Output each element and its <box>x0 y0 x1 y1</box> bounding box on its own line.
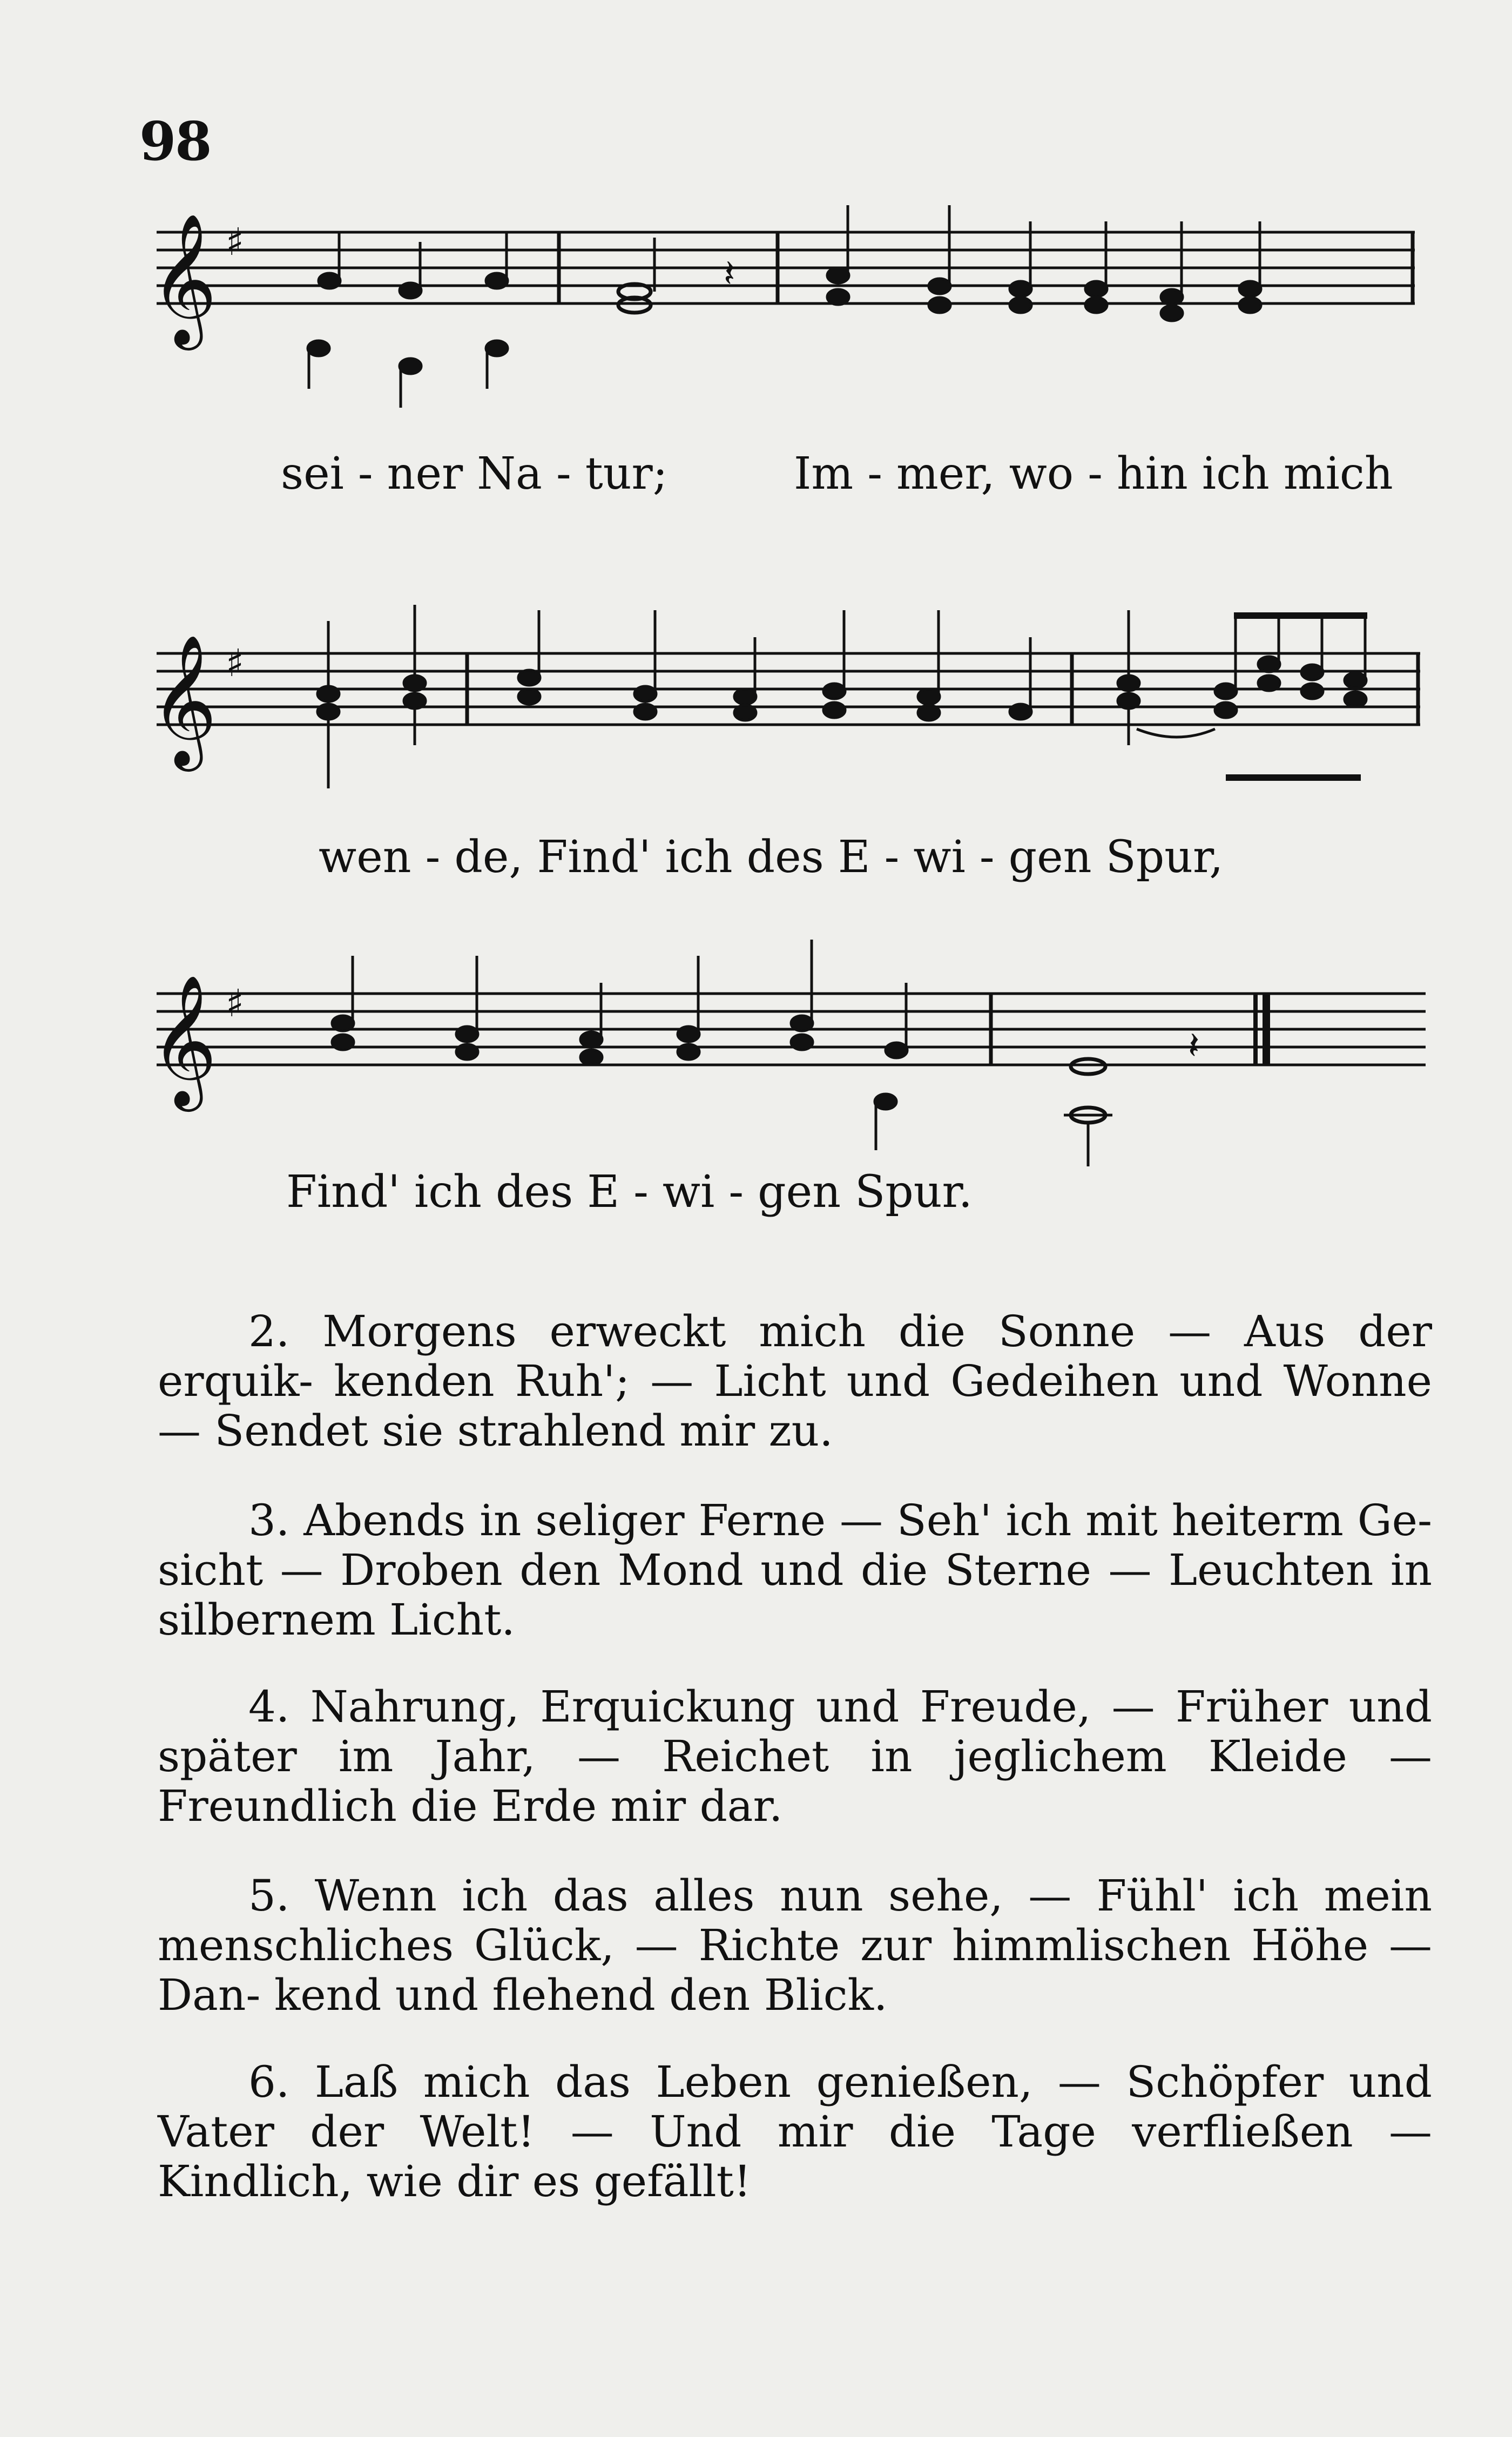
svg-text:𝄞: 𝄞 <box>150 212 218 345</box>
svg-text:𝄽: 𝄽 <box>1188 1023 1200 1068</box>
page-number: 98 <box>139 111 211 173</box>
music-system-3 <box>0 929 1512 1264</box>
svg-text:♯: ♯ <box>226 981 244 1025</box>
lyric-line-1b: Im - mer, wo - hin ich mich <box>794 448 1393 499</box>
svg-text:♯: ♯ <box>226 220 244 264</box>
svg-text:𝄞: 𝄞 <box>150 974 218 1106</box>
stanza-3: 3. Abends in seliger Ferne — Seh' ich mit heiterm Ge- sicht — Droben den Mond und die Sterne — Leuchten in silbernem Licht. <box>158 1495 1432 1645</box>
stanza-4: 4. Nahrung, Erquickung und Freude, — Früher und später im Jahr, — Reichet in jeglichem Kleide — Freundlich die Erde mir dar. <box>158 1682 1432 1831</box>
stanza-2: 2. Morgens erweckt mich die Sonne — Aus der erquik- kenden Ruh'; — Licht und Gedeihen und Wonne — Sendet sie strahlend mir zu. <box>158 1306 1432 1456</box>
music-system-1 <box>0 194 1512 529</box>
music-system-2 <box>0 583 1512 918</box>
stanza-6: 6. Laß mich das Leben genießen, — Schöpfer und Vater der Welt! — Und mir die Tage verfließen — Kindlich, wie dir es gefällt! <box>158 2057 1432 2206</box>
svg-text:𝄞: 𝄞 <box>150 633 218 766</box>
stanza-5: 5. Wenn ich das alles nun sehe, — Fühl' ich mein menschliches Glück, — Richte zur himmlischen Höhe — Dan- kend und flehend den Blick. <box>158 1871 1432 2020</box>
lyric-line-3: Find' ich des E - wi - gen Spur. <box>286 1166 973 1218</box>
lyric-line-2: wen - de, Find' ich des E - wi - gen Spur, <box>319 832 1224 883</box>
svg-text:♯: ♯ <box>226 641 244 685</box>
svg-text:𝄽: 𝄽 <box>724 251 735 295</box>
lyric-line-1a: sei - ner Na - tur; <box>281 448 668 499</box>
